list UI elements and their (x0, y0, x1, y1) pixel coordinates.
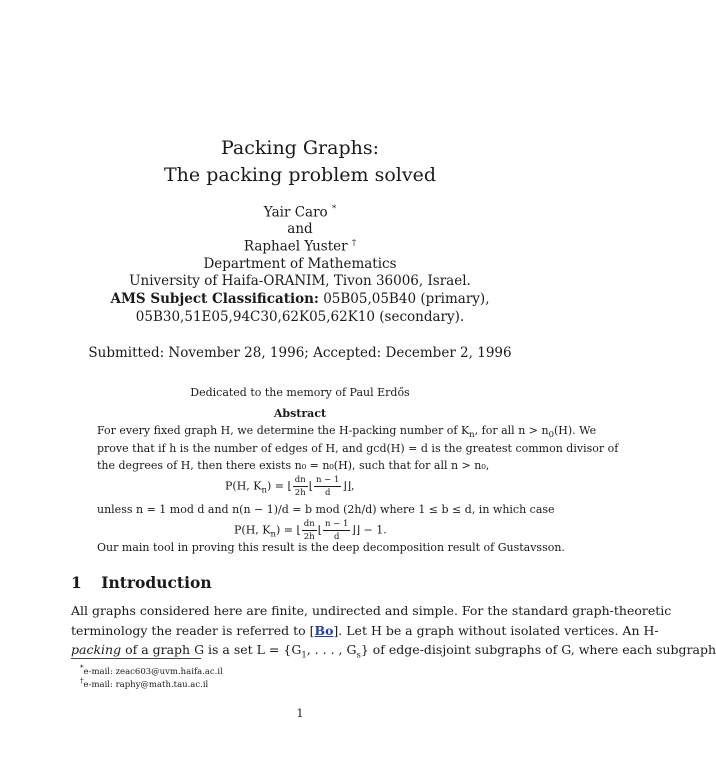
equation-1-fraction-2-denominator: d (324, 488, 331, 498)
body-line-3-text: of a graph G is a set L = {G (121, 642, 302, 657)
equation-1-fraction-2-numerator: n − 1 (316, 475, 340, 485)
abstract-heading: Abstract (273, 407, 327, 420)
equation-1-floor-open: ) = ⌊ (266, 479, 292, 493)
author-2-name: Raphael Yuster (243, 238, 348, 255)
footnote-1-mark: * (80, 663, 84, 672)
footnote-2-mark: † (80, 676, 84, 685)
body-line-3-subscript-2: s (356, 650, 361, 661)
equation-2-subscript: n (270, 529, 276, 540)
submission-dates: Submitted: November 28, 1996; Accepted: December 2, 1996 (88, 345, 512, 361)
equation-1-lhs: P(H, K (225, 479, 262, 493)
equation-2-floor-open: ) = ⌊ (275, 523, 301, 537)
title-line-1: Packing Graphs: (220, 137, 380, 159)
author-conjunction: and (287, 221, 313, 237)
equation-2-close: ⌋⌋ − 1. (351, 523, 387, 537)
abstract-line-5: Our main tool in proving this result is the deep decomposition result of Gustavsson. (97, 541, 565, 554)
abstract-line-1-text: For every fixed graph H, we determine the H-packing number of K (97, 424, 470, 437)
ams-classification (0, 291, 600, 307)
footnote-2 (80, 675, 208, 691)
body-line-2-text: terminology the reader is referred to [ (71, 623, 315, 638)
ams-secondary: 05B30,51E05,94C30,62K05,62K10 (secondary). (135, 309, 465, 325)
equation-2-inner-floor-open: ⌊ (317, 523, 322, 537)
body-line-3-tail: } of edge-disjoint subgraphs of G, where each subgraph (360, 642, 716, 657)
equation-1-fraction-1 (293, 474, 308, 499)
footnote-2-text: e-mail: raphy@math.tau.ac.il (83, 679, 209, 690)
body-line-2-tail: ]. Let H be a graph without isolated vertices. An H- (333, 623, 659, 638)
author-1-footnote-mark: * (331, 204, 337, 214)
footnote-rule (71, 658, 201, 659)
ams-label: AMS Subject Classification: (110, 291, 319, 307)
abstract-line-4: unless n = 1 mod d and n(n − 1)/d = b mod (2h/d) where 1 ≤ b ≤ d, in which case (97, 503, 555, 516)
author-1-name: Yair Caro (263, 204, 328, 221)
equation-2-lhs: P(H, K (234, 523, 271, 537)
citation-link-bo[interactable]: Bo (314, 623, 334, 638)
footnote-1-text: e-mail: zeac603@uvm.haifa.ac.il (83, 666, 223, 677)
equation-1-subscript: n (261, 485, 267, 496)
body-line-1: All graphs considered here are finite, undirected and simple. For the standard graph-theoretic (71, 603, 672, 618)
equation-2 (234, 518, 387, 543)
abstract-line-1 (97, 424, 596, 441)
body-line-3-subscript-1: 1 (301, 650, 307, 661)
abstract-line-1-tail: , for all n > n (474, 424, 549, 437)
equation-1-close: ⌋⌋, (342, 479, 355, 493)
author-2-footnote-mark: † (351, 238, 357, 248)
title-line-2: The packing problem solved (164, 164, 436, 186)
section-heading (71, 573, 212, 593)
equation-2-fraction-1-denominator: 2h (303, 532, 315, 542)
body-line-3-ellipsis: , . . . , G (306, 642, 357, 657)
abstract-line-1-subscript: n (469, 430, 475, 441)
equation-2-fraction-2-denominator: d (333, 532, 340, 542)
equation-1 (225, 474, 355, 499)
equation-1-fraction-1-denominator: 2h (294, 488, 306, 498)
equation-2-fraction-1 (302, 518, 317, 543)
equation-2-fraction-2-numerator: n − 1 (325, 519, 349, 529)
section-title: Introduction (101, 573, 212, 592)
equation-1-inner-floor-open: ⌊ (308, 479, 313, 493)
equation-2-fraction-1-numerator: dn (303, 519, 315, 529)
equation-2-fraction-2 (323, 518, 350, 543)
affiliation-university: University of Haifa-ORANIM, Tivon 36006, Israel. (129, 273, 471, 289)
ams-primary: 05B05,05B40 (primary), (323, 291, 490, 307)
dedication: Dedicated to the memory of Paul Erdős (190, 386, 410, 399)
affiliation-department: Department of Mathematics (203, 256, 397, 272)
section-number: 1 (71, 573, 82, 592)
abstract-line-1-end: (H). We (554, 424, 597, 437)
abstract-line-2: prove that if h is the number of edges of H, and gcd(H) = d is the greatest common divisor of (97, 442, 619, 455)
body-line-2 (71, 623, 659, 639)
page-number: 1 (296, 707, 304, 720)
abstract-line-3: the degrees of H, then there exists n₀ = n₀(H), such that for all n > n₀, (97, 459, 490, 472)
author-2 (0, 238, 600, 255)
author-1 (0, 204, 600, 221)
abstract-line-1-subscript-2: 0 (548, 430, 554, 441)
body-line-3-emph: packing (71, 642, 122, 657)
equation-1-fraction-2 (314, 474, 341, 499)
equation-1-fraction-1-numerator: dn (294, 475, 306, 485)
